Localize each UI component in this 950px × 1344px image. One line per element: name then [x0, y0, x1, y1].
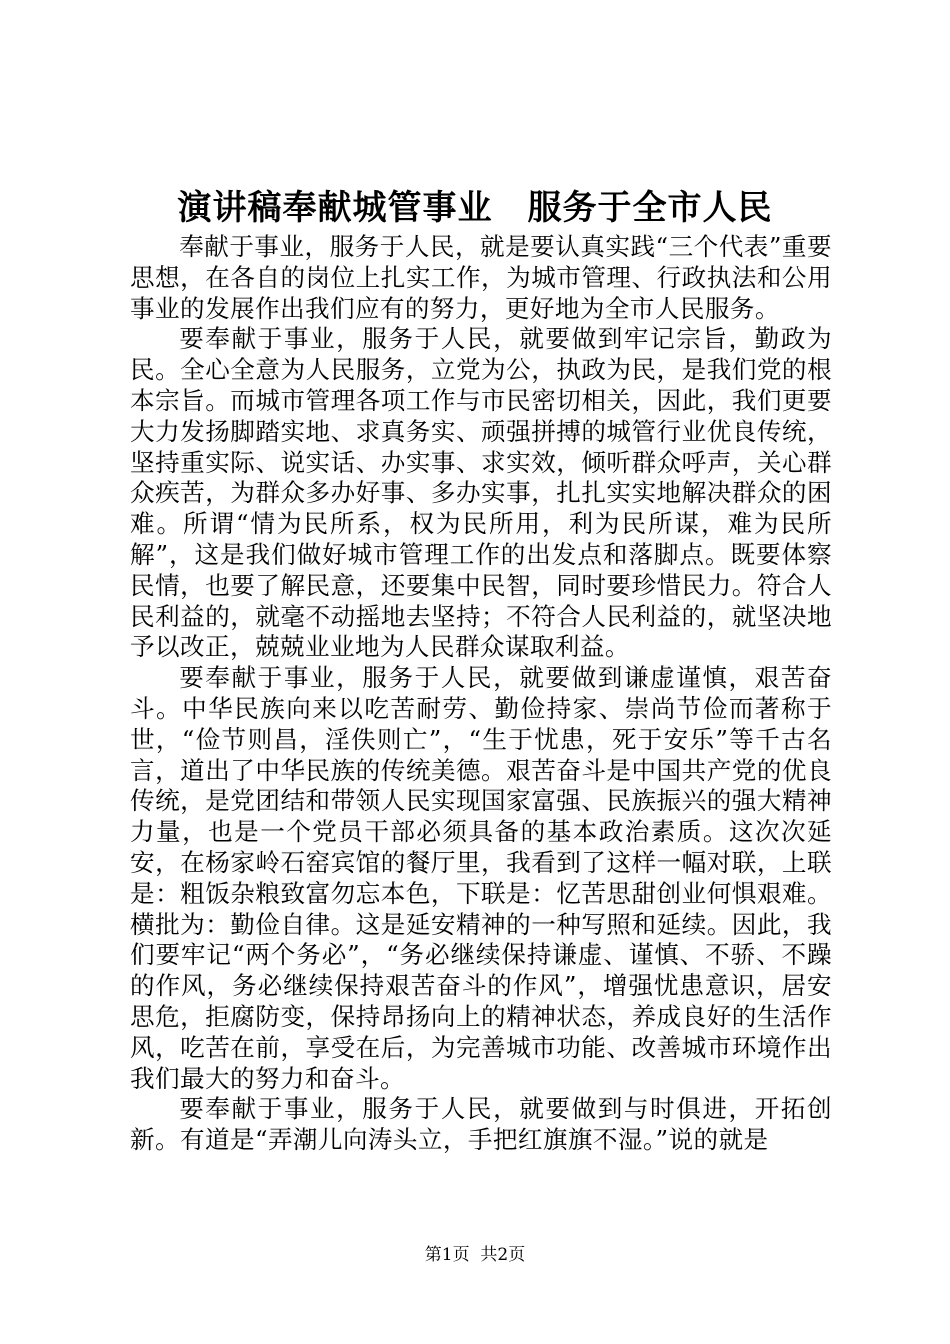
page-footer: 第1页 共2页 — [424, 1245, 526, 1265]
paragraph-1: 奉献于事业，服务于人民，就是要认真实践“三个代表”重要思想，在各自的岗位上扎实工作，为城市管理、行政执法和公用事业的发展作出我们应有的努力，更好地为全市人民服务。 — [130, 232, 832, 323]
document-title: 演讲稿奉献城管事业 服务于全市人民 — [177, 188, 773, 228]
paragraph-3: 要奉献于事业，服务于人民，就要做到谦虚谨慎，艰苦奋斗。中华民族向来以吃苦耐劳、勤俭持家、崇尚节俭而著称于世，“俭节则昌，淫佚则亡”，“生于忧患，死于安乐”等千古名言，道出了中华民族的传统美德。艰苦奋斗是中国共产党的优良传统，是党团结和带领人民实现国家富强、民族振兴的强大精神力量，也是一个党员干部必须具备的基本政治素质。这次次延安，在杨家岭石窑宾馆的餐厅里，我看到了这样一幅对联，上联是：粗饭杂粮致富勿忘本色，下联是：忆苦思甜创业何惧艰难。横批为：勤俭自律。这是延安精神的一种写照和延续。因此，我们要牢记“两个务必”，“务必继续保持谦虚、谨慎、不骄、不躁的作风，务必继续保持艰苦奋斗的作风”，增强忧患意识，居安思危，拒腐防变，保持昂扬向上的精神状态，养成良好的生活作风，吃苦在前，享受在后，为完善城市功能、改善城市环境作出我们最大的努力和奋斗。 — [130, 663, 832, 1093]
document-body — [130, 232, 832, 1156]
paragraph-2: 要奉献于事业，服务于人民，就要做到牢记宗旨，勤政为民。全心全意为人民服务，立党为公，执政为民，是我们党的根本宗旨。而城市管理各项工作与市民密切相关，因此，我们更要大力发扬脚踏实地、求真务实、顽强拼搏的城管行业优良传统，坚持重实际、说实话、办实事、求实效，倾听群众呼声，关心群众疾苦，为群众多办好事、多办实事，扎扎实实地解决群众的困难。所谓“情为民所系，权为民所用，利为民所谋，难为民所解”，这是我们做好城市管理工作的出发点和落脚点。既要体察民情，也要了解民意，还要集中民智，同时要珍惜民力。符合人民利益的，就毫不动摇地去坚持；不符合人民利益的，就坚决地予以改正，兢兢业业地为人民群众谋取利益。 — [130, 324, 832, 662]
paragraph-4: 要奉献于事业，服务于人民，就要做到与时俱进，开拓创新。有道是“弄潮儿向涛头立，手把红旗旗不湿。”说的就是 — [130, 1094, 832, 1155]
